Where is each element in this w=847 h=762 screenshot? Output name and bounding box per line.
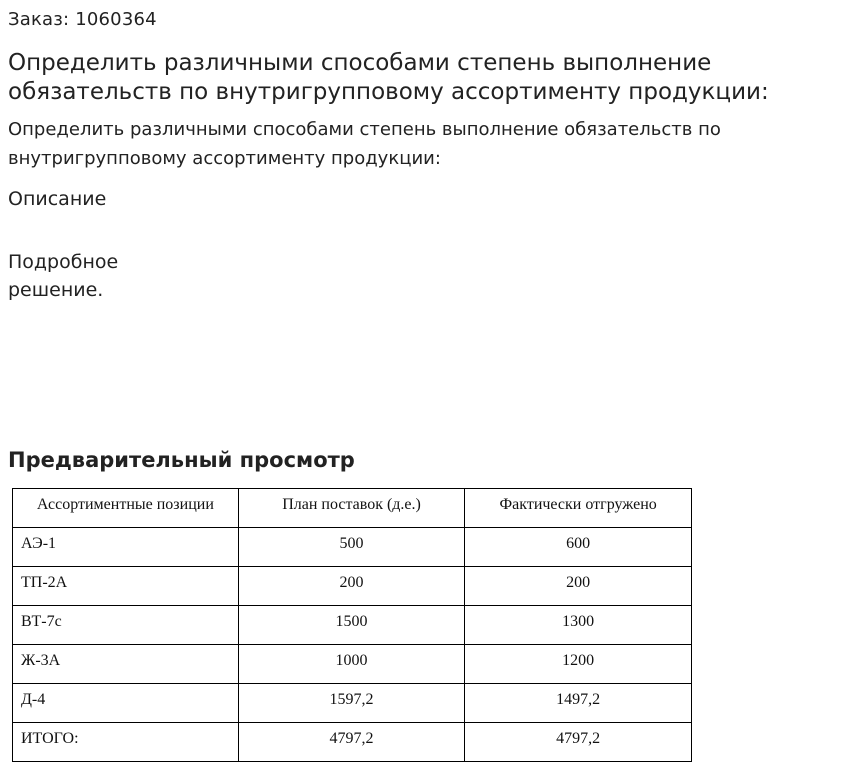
plan-cell: 1597,2 (238, 684, 465, 723)
table-total-row (13, 723, 692, 762)
actual-cell: 200 (465, 567, 692, 606)
preview-table (12, 488, 692, 762)
position-cell: Ж-3А (13, 645, 239, 684)
position-cell: ВТ-7с (13, 606, 239, 645)
actual-cell: 1300 (465, 606, 692, 645)
task-text: Определить различными способами степень выполнение обязательств по внутригрупповому ассортименту продукции: (8, 119, 721, 169)
actual-cell: 1200 (465, 645, 692, 684)
description-label: Описание (8, 188, 107, 210)
plan-cell: 200 (238, 567, 465, 606)
preview-title: Предварительный просмотр (8, 448, 355, 472)
table-header-row (13, 489, 692, 528)
header-plan: План поставок (д.е.) (238, 489, 465, 528)
position-cell: ТП-2А (13, 567, 239, 606)
position-cell: Д-4 (13, 684, 239, 723)
plan-cell: 1500 (238, 606, 465, 645)
position-cell: АЭ-1 (13, 528, 239, 567)
plan-cell: 1000 (238, 645, 465, 684)
order-number: Заказ: 1060364 (8, 9, 157, 30)
table-row (13, 606, 692, 645)
header-actual: Фактически отгружено (465, 489, 692, 528)
task-title: Определить различными способами степень выполнение обязательств по внутригрупповому ассортименту продукции: (8, 50, 769, 105)
plan-cell: 500 (238, 528, 465, 567)
table-row (13, 567, 692, 606)
total-actual-cell: 4797,2 (465, 723, 692, 762)
actual-cell: 1497,2 (465, 684, 692, 723)
table-row (13, 684, 692, 723)
actual-cell: 600 (465, 528, 692, 567)
table-row (13, 528, 692, 567)
header-assortment: Ассортиментные позиции (13, 489, 239, 528)
table-row (13, 645, 692, 684)
total-plan-cell: 4797,2 (238, 723, 465, 762)
description-text: Подробное решение. (8, 251, 119, 301)
total-label-cell: ИТОГО: (13, 723, 239, 762)
